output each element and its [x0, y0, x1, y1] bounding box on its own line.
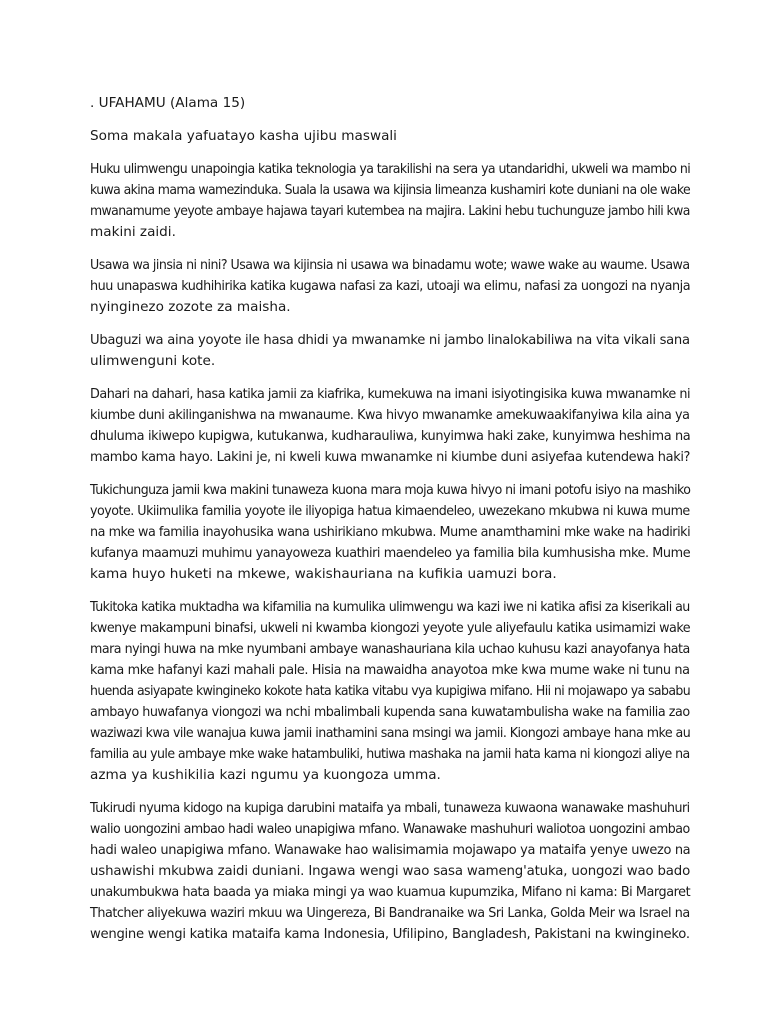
paragraph-line: Ubaguzi wa aina yoyote ile hasa dhidi ya mwanamke ni jambo linalokabiliwa na vita vikali sana	[90, 332, 690, 348]
paragraph-line: Usawa wa jinsia ni nini? Usawa wa kijinsia ni usawa wa binadamu wote; wawe wake au waume. Usawa	[90, 257, 690, 273]
passage-paragraph	[90, 480, 690, 585]
paragraph-line: Tukichunguza jamii kwa makini tunaweza kuona mara moja kuwa hivyo ni imani potofu isiyo na mashiko	[90, 482, 691, 498]
paragraph-line: huu unapaswa kudhihirika katika kugawa nafasi za kazi, utoaji wa elimu, nafasi za uongozi na nyanja	[90, 278, 691, 294]
paragraph-line: waziwazi kwa vile wanajua kuwa jamii inathamini sana msingi wa jamii. Kiongozi ambaye hana mke au	[90, 725, 691, 741]
passage-paragraph	[90, 597, 690, 786]
passage-paragraph	[90, 159, 690, 243]
paragraph-line: dhuluma ikiwepo kupigwa, kutukanwa, kudharauliwa, kunyimwa haki zake, kunyimwa heshima na	[90, 428, 691, 444]
paragraph-line: mambo kama hayo. Lakini je, ni kweli kuwa mwanamke ni kiumbe duni asiyefaa kutendewa haki?	[90, 449, 691, 465]
paragraph-line: ushawishi mkubwa zaidi duniani. Ingawa wengi wao sasa wameng'atuka, uongozi wao bado	[90, 863, 691, 879]
paragraph-line: makini zaidi.	[90, 224, 176, 240]
paragraph-line: kuwa akina mama wamezinduka. Suala la usawa wa kijinsia limeanza kushamiri kote duniani na ole wake	[90, 182, 691, 198]
paragraph-line: Thatcher aliyekuwa waziri mkuu wa Uingereza, Bi Bandranaike wa Sri Lanka, Golda Meir wa Israel na	[90, 905, 690, 921]
paragraph-line: mwanamume yeyote ambaye hajawa tayari kutembea na majira. Lakini hebu tuchunguze jambo hili kwa	[90, 203, 690, 219]
paragraph-line: kufanya maamuzi muhimu yanayoweza kuathiri maendeleo ya familia bila kumhusisha mke. Mume	[90, 545, 691, 561]
section-heading: . UFAHAMU (Alama 15)	[90, 95, 246, 111]
paragraph-line: Tukitoka katika muktadha wa kifamilia na kumulika ulimwengu wa kazi iwe ni katika afisi za kiserikali au	[90, 599, 690, 615]
paragraph-line: ulimwenguni kote.	[90, 353, 216, 369]
paragraph-line: kama huyo huketi na mkewe, wakishauriana na kufikia uamuzi bora.	[90, 566, 557, 582]
paragraph-line: unakumbukwa hata baada ya miaka mingi ya wao kuamua kupumzika, Mifano ni kama: Bi Margaret	[90, 884, 691, 900]
passage-body	[90, 159, 690, 945]
paragraph-line: yoyote. Ukiimulika familia yoyote ile iliyopiga hatua kimaendeleo, uwezekano mkubwa ni kuwa mume	[90, 503, 690, 519]
paragraph-line: nyinginezo zozote za maisha.	[90, 299, 291, 315]
paragraph-line: familia au yule ambaye mke wake hatambuliki, hutiwa mashaka na jamii hata kama ni kiongozi aliye na	[90, 746, 690, 762]
paragraph-line: walio uongozini ambao hadi waleo unapigiwa mfano. Wanawake mashuhuri waliotoa uongozini ambao	[90, 821, 690, 837]
paragraph-line: azma ya kushikilia kazi ngumu ya kuongoza umma.	[90, 767, 441, 783]
paragraph-line: Tukirudi nyuma kidogo na kupiga darubini mataifa ya mbali, tunaweza kuwaona wanawake mashuhuri	[90, 800, 690, 816]
paragraph-line: Dahari na dahari, hasa katika jamii za kiafrika, kumekuwa na imani isiyotingisika kuwa mwanamke ni	[90, 386, 691, 402]
paragraph-line: kwenye makampuni binafsi, ukweli ni kwamba kiongozi yeyote yule aliyefaulu katika usimamizi wake	[90, 620, 691, 636]
paragraph-line: kama mke hafanyi kazi mahali pale. Hisia na mawaidha anayotoa mke kwa mume wake ni tunu na	[90, 662, 690, 678]
document-page	[90, 93, 690, 957]
passage-paragraph	[90, 255, 690, 318]
paragraph-line: huenda asiyapate kwingineko kokote hata katika vitabu vya kupigiwa mifano. Hii ni mojawapo ya sababu	[90, 683, 691, 699]
paragraph-line: na mke wa familia inayohusika wana ushirikiano mkubwa. Mume anamthamini mke wake na hadiriki	[90, 524, 691, 540]
paragraph-line: hadi waleo unapigiwa mfano. Wanawake hao walisimamia mojawapo ya mataifa yenye uwezo na	[90, 842, 691, 858]
paragraph-line: kiumbe duni akilinganishwa na mwanaume. Kwa hivyo mwanamke amekuwaakifanyiwa kila aina ya	[90, 407, 690, 423]
passage-paragraph	[90, 384, 690, 468]
paragraph-line: Huku ulimwengu unapoingia katika teknologia ya tarakilishi na sera ya utandaridhi, ukweli wa mambo ni	[90, 161, 691, 177]
paragraph-line: ambayo huwafanya viongozi wa nchi mbalimbali kupenda sana kuwatambulisha wake na familia zao	[90, 704, 690, 720]
instruction-text: Soma makala yafuatayo kasha ujibu maswali	[90, 128, 397, 144]
paragraph-line: mara nyingi huwa na mke nyumbani ambaye wanashauriana kila uchao kuhusu kazi anayofanya hata	[90, 641, 690, 657]
passage-paragraph	[90, 330, 690, 372]
passage-paragraph	[90, 798, 690, 945]
paragraph-line: wengine wengi katika mataifa kama Indonesia, Ufilipino, Bangladesh, Pakistani na kwingineko.	[90, 926, 690, 942]
